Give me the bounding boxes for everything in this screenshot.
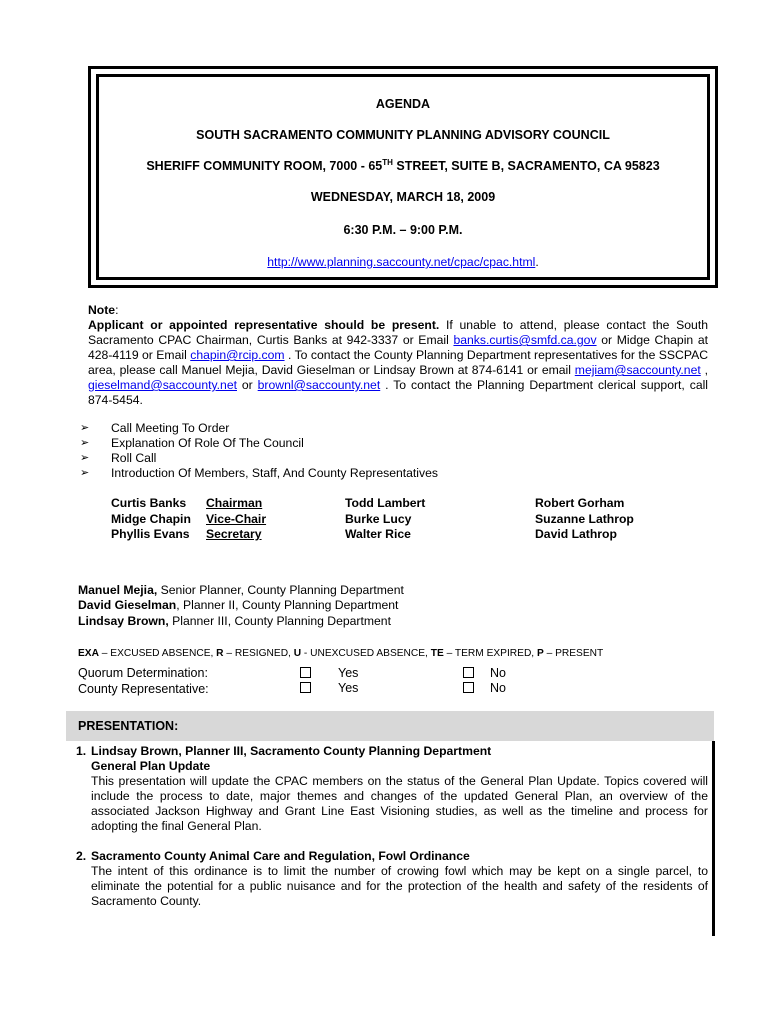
section-rule [712, 741, 715, 936]
item-body [91, 744, 708, 834]
staff-role: Planner III, County Planning Department [168, 613, 391, 628]
email-brown-link[interactable]: brownl@saccounty.net [257, 378, 381, 392]
legend-desc: – EXCUSED ABSENCE, [98, 648, 217, 659]
legend-code: EXA [78, 648, 99, 659]
member-name: David Lathrop [535, 527, 617, 541]
member-title: Vice-Chair [206, 511, 267, 526]
agenda-item-label: Roll Call [111, 451, 157, 465]
staff-name: Lindsay Brown, [78, 613, 169, 628]
location-sup: TH [382, 157, 393, 167]
staff-row [78, 583, 404, 598]
representative-yes-label: Yes [338, 681, 359, 695]
location-post: STREET, SUITE B, SACRAMENTO, CA 95823 [392, 159, 660, 173]
legend-desc: – TERM EXPIRED, [443, 648, 537, 659]
note-text-2: or Midge Chapin at 428-4119 or Email [88, 333, 708, 362]
arrow-bullet-icon: ➢ [80, 437, 90, 449]
member-name: Curtis Banks [111, 496, 187, 510]
member-name: Todd Lambert [345, 496, 426, 510]
agenda-item-label: Explanation Of Role Of The Council [111, 436, 304, 450]
location-pre: SHERIFF COMMUNITY ROOM, 7000 - 65 [146, 159, 383, 173]
arrow-bullet-icon: ➢ [80, 467, 90, 479]
legend-code: TE [430, 648, 444, 659]
meeting-date: WEDNESDAY, MARCH 18, 2009 [310, 190, 496, 204]
agenda-item-label: Call Meeting To Order [111, 421, 230, 435]
staff-row [78, 598, 404, 613]
representative-yes-checkbox[interactable] [300, 682, 311, 693]
email-banks-link[interactable]: banks.curtis@smfd.ca.gov [453, 333, 597, 347]
note-colon: : [115, 303, 119, 317]
members-officers [111, 496, 266, 543]
staff-name: Manuel Mejia, [78, 583, 158, 597]
member-row [111, 496, 266, 512]
header-box [88, 66, 718, 288]
item-description: This presentation will update the CPAC members on the status of the General Plan Update. Topics covered will include the process to date, major themes and changes of the updated General Plan, an overview of the associated Jackson Highway and Grant Line East Visioning studies, as well as the timeline and process for adopting the final General Plan. [91, 774, 708, 833]
member-name: Phyllis Evans [111, 527, 190, 541]
cpac-link[interactable]: http://www.planning.saccounty.net/cpac/cpac.html [267, 255, 536, 269]
note-bold-lead: Applicant or appointed representative should be present. [88, 318, 440, 332]
staff-role: Senior Planner, County Planning Department [157, 583, 404, 597]
note-heading [88, 303, 118, 318]
item-heading: Sacramento County Animal Care and Regulation, Fowl Ordinance [91, 849, 470, 863]
legend-desc: - UNEXCUSED ABSENCE, [301, 648, 431, 659]
member-name: Suzanne Lathrop [535, 511, 634, 526]
quorum-no-checkbox[interactable] [463, 667, 474, 678]
item-number: 2. [76, 849, 87, 863]
presentation-title: PRESENTATION: [78, 719, 179, 733]
council-name: SOUTH SACRAMENTO COMMUNITY PLANNING ADVISORY COUNCIL [196, 128, 610, 142]
member-row [111, 512, 266, 528]
staff-list [78, 583, 404, 629]
item-description: The intent of this ordinance is to limit the number of crowing fowl which may be kept on a single parcel, to eliminate the potential for a public nuisance and for the protection of the health and safety of the residents of Sacramento County. [91, 864, 708, 908]
meeting-location [99, 159, 707, 174]
staff-name: David Gieselman [78, 598, 177, 613]
quorum-labels [78, 666, 209, 697]
url-suffix: . [535, 255, 539, 269]
cpac-url [99, 255, 707, 270]
representative-no-checkbox[interactable] [463, 682, 474, 693]
header-box-inner [96, 74, 710, 280]
note-text-6: . To contact the Planning Department clerical support, call 874-5454. [88, 378, 709, 407]
item-number: 1. [76, 744, 87, 758]
list-item [80, 436, 438, 451]
member-name: Midge Chapin [111, 511, 191, 526]
item-body [91, 849, 708, 909]
email-mejia-link[interactable]: mejiam@saccounty.net [574, 363, 701, 377]
agenda-item-list [80, 421, 438, 481]
arrow-bullet-icon: ➢ [80, 422, 90, 434]
agenda-title: AGENDA [375, 97, 431, 111]
county-representative-label: County Representative: [78, 681, 209, 696]
representative-no-label: No [490, 681, 506, 695]
note-text-5: or [237, 378, 258, 392]
note-text-4: , [700, 363, 708, 377]
members-column-3 [535, 496, 634, 543]
legend-code: U [293, 648, 302, 659]
note-paragraph [88, 318, 708, 408]
meeting-time: 6:30 P.M. – 9:00 P.M. [343, 223, 463, 237]
member-title: Secretary [206, 527, 262, 541]
note-label: Note [88, 303, 116, 317]
staff-role: , Planner II, County Planning Department [176, 598, 399, 613]
quorum-no-label: No [490, 666, 506, 680]
arrow-bullet-icon: ➢ [80, 452, 90, 464]
member-name: Robert Gorham [535, 496, 625, 510]
quorum-yes-label: Yes [338, 666, 359, 680]
members-column-2 [345, 496, 425, 543]
presentation-item [76, 849, 708, 909]
list-item [80, 451, 438, 466]
legend-desc: – RESIGNED, [223, 648, 294, 659]
email-gieselman-link[interactable]: gieselmand@saccounty.net [88, 378, 237, 392]
note-text-3: . To contact the County Planning Department representatives for the SSCPAC area, please call Manuel Mejia, David Gieselman or Lindsay Brown at 874-6141 or email [88, 348, 709, 377]
legend-code: R [216, 648, 224, 659]
list-item [80, 421, 438, 436]
item-heading: Lindsay Brown, Planner III, Sacramento County Planning Department [91, 744, 492, 758]
staff-row [78, 614, 404, 629]
quorum-yes-checkbox[interactable] [300, 667, 311, 678]
legend-desc: – PRESENT [543, 648, 604, 659]
attendance-legend [78, 646, 603, 661]
item-subheading: General Plan Update [91, 759, 211, 773]
note-text-1: If unable to attend, please contact the South Sacramento CPAC Chairman, Curtis Banks at 942-3337 or Email [88, 318, 708, 347]
member-name: Walter Rice [345, 527, 411, 541]
legend-code: P [536, 648, 544, 659]
presentation-item [76, 744, 708, 834]
member-row [111, 527, 266, 543]
list-item [80, 466, 438, 481]
quorum-determination-label: Quorum Determination: [78, 666, 208, 680]
member-name: Burke Lucy [345, 511, 412, 526]
email-chapin-link[interactable]: chapin@rcip.com [190, 348, 285, 362]
agenda-item-label: Introduction Of Members, Staff, And County Representatives [111, 466, 438, 480]
member-title: Chairman [206, 496, 263, 510]
